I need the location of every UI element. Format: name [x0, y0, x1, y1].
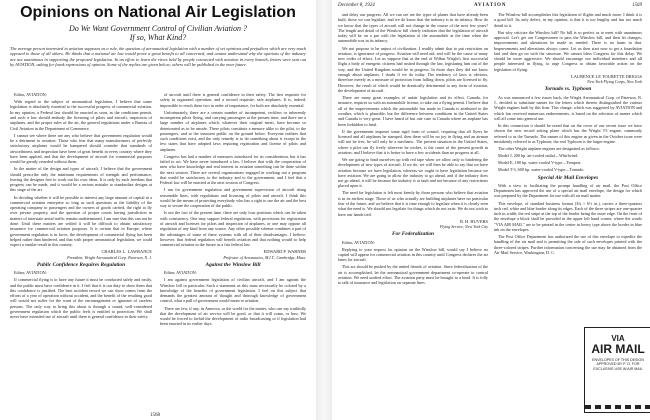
affiliation: Professor of Aeronautics, M.I.T., Cambridge, Mass.	[223, 254, 306, 260]
intro-text: The average person interested in aviation supposes as a rule, the question of aeronautical legislation with a number of set opinions and prejudices which are very much opposed to those of all others. He thinks that a national air law would prove a great benefit to all concerned, and cannot understand why the opinions of the industry are not unanimous in supporting the proposed legislation. In an effort to learn the views held by people connected with aviation in every branch, letters were sent out by AVIATION, asking for frank expressions of opinion. Some of the replies are given below; others will be published in the near future.	[10, 46, 306, 68]
section-heading: Tornado vs. Typhoon	[544, 86, 592, 93]
ad-border-stripe	[585, 405, 650, 409]
right-page-number: 1569	[632, 3, 642, 8]
paragraph: The Post Office Department has authorized the use of this envelope to expedite the handling of the air mail and is permitting the sale of such envelopes printed with the three-colored stripes. Further information concerning the use may be obtained from the Air Mail Service, Washington, D. C.	[494, 234, 642, 256]
paragraph: In this connection it should be noted that on the cover of our recent issue we have shown the new record setting plane which has the Wright T3 engine, commonly referred to as the Tornado. The names of this engine as given in the October issue were mistakenly referred to as Typhoon; the real Typhoon is the larger engine.	[494, 123, 642, 144]
affiliation: Flying Service, New York City	[439, 224, 488, 230]
running-title: AVIATION	[474, 3, 507, 8]
paragraph: I am against government legislation of civilian aircraft, and I am against the Winslow bill in particular. Such a statement as this must necessarily be colored by a knowledge of the benefits of government legislation. I feel on this subject that demands the greatest amount of thought and thorough knowledge of government control, what a pall of government would mean to aviation.	[160, 277, 306, 304]
paragraph: Editor, AVIATION:	[14, 92, 47, 97]
paragraph: Model T-3, 600 hp. water-cooled V-type—Tornado.	[498, 167, 585, 173]
paragraph: We not propose to be unjust of civilization. I readily admit that to put restriction on aviation, is ignorance of progress. Aviation will need aid, and will be the cause of many new codes of ethics. Let us suppose that at the end of Wilbur Wright's first successful flight a body of energetic citizens had rushed through the law, legislating him out of the way, and the United Kingdom would be in progress. In those days they did not know enough about airplanes, I doubt if we do today. The tendency of laws is obvious, therefore merely as a measure of protection from falling down, pilots are licensed to fly. However, the result of which would be drastically detrimental to any form of aviation, the development of aircraft.	[338, 45, 488, 93]
left-column-2	[160, 92, 306, 410]
left-page	[0, 0, 314, 420]
left-column-1	[10, 92, 152, 410]
paragraph: In the matter of the design and types of aircraft, I believe that the government should prescribe only the minimum requirements of strength and performance, leaving the designer free to work out his own ideas. It is only by such freedom that progress can be made, and it would be a serious mistake to standardize designs at this stage of the art.	[10, 166, 152, 193]
paragraph: In deciding whether it will be possible to interest any large amount of capital in a commercial aviation enterprise so long as such questions as the liability of the operating company to passengers and the owners of goods carried, the right to fly over private property, and the question of proper courts having jurisdiction in matters of interstate aerial traffic remain undetermined, I am sure that this can not be done. Until these matters are settled it will be difficult to obtain satisfactory insurance for commercial aviation purposes. It is certain that in Europe, where government regulation is in force, the development of commercial flying has been helped rather than hindered, and that with proper aeronautical legislation, we could expect a similar result in this country.	[10, 194, 152, 248]
paragraph: Unfortunately, there are a certain number of incompetent, reckless or inherently incompetent pilots flying, and carrying passengers at the present time, and there are a large number of airplanes which, whatever their original merit, have become so deteriorated as to be unsafe. These pilots constitute a menace alike to the pilot, to the passengers, and to the innocent public on the ground below. Everyone realizes that such conditions exist, and the only remedy is to do something about it except in the few states that have adopted laws requiring registration and license of pilots and airplanes.	[160, 109, 306, 152]
article-subtitle-line2: If so, What Kind?	[129, 33, 187, 42]
paragraph: Replying to your request for opinion on the Winslow bill, would say I believe no capital will appear for commercial aviation in this country until Congress declares the air lanes for aircraft.	[338, 246, 488, 263]
article-intro	[10, 46, 306, 90]
paragraph: As was announced a few issues back, the Wright Aeronautical Corp. of Paterson, N. J., decided to substitute names for the letters which thereto distinguished the various Wright engines built by this firm. This change, which was suggested by AVIATION and which has received numerous endorsements, is based on the selection of names which will all come into general use.	[494, 94, 642, 121]
signature: LAURENCE LE TOURETTE DRIGGS	[571, 73, 642, 79]
paragraph: Editor, AVIATION:	[14, 270, 47, 276]
paragraph: Congress has had a number of measures introduced for its consideration, but it has failed to act. We have never introduced a law. I believe that with the cooperation of men who have knowledge and real interest in aviation something can be done within the next session. There are several organizations engaged in working out a program that would be satisfactory to the industry and to the government, and I feel that a Federal law will be enacted at the next session of Congress.	[160, 153, 306, 186]
paragraph: The Winslow bill accomplishes this legislation of flights and much more. I think it is a good bill. Its only defect, in my opinion, is that it is too lengthy and has too much detail in it.	[494, 12, 642, 28]
paragraph: This envelope, of standard business format (3¾ × 6½ in.), carries a three-quarters inch red, white and blue border along its edges. Each of the three stripes are one-quarter inch in width; the red stripe at the top of the border being the outer edge. On the front of the envelope a block shall be provided in the upper left hand corner, where the words "VIA AIR MAIL" are to be printed in the center in heavy type above the border in blue ink on the envelopes.	[494, 200, 642, 233]
affiliation: President, Wright Aeronautical Corp. Paterson, N. J.	[67, 254, 152, 260]
paragraph: The other Wright airplane engines are designated as follows:	[498, 146, 600, 152]
air-mail-envelope-ad	[584, 327, 650, 413]
section-heading: Special Air Mail Envelopes	[537, 174, 599, 181]
affiliation: New York Flying Corps, New York	[587, 79, 642, 85]
left-page-number: 1568	[150, 413, 160, 418]
paragraph: With a view to facilitating the prompt handling of air mail, the Post Office Department has approved the use of a special air mail envelope, the design for which was prepared by the Department for use with all air mail matter.	[494, 182, 642, 199]
paragraph: and delay our progress. All we can see are the types of planes that have already been built, those we can legislate, and we do know that the industry is in its infancy. How do we know that the types of aircraft will not change in the course of the next few years? The length and detail of the Winslow bill clearly indicates that the legislation of aircraft today will be on a par with the legislation of the automobile at the time when the automobile was in its infancy.	[338, 12, 488, 44]
ad-air-mail: AIR MAIL	[591, 342, 645, 356]
paragraph: With regard to the subject of aeronautical legislation, I believe that some legislation is absolutely essential to the successful progress of commercial aviation. In my opinion, a Federal law should be enacted as soon, as the conditions permit, and such a law should embody the licensing of pilots and aircraft, inspection of airplanes, and the proper rules of the air, the general regulations under a Bureau of Civil Aviation in the Department of Commerce.	[10, 99, 152, 131]
paragraph: But why criticize the Winslow bill? No bill is so perfect as to meet with unanimous approval. Let's get our Congressmen to pass the Winslow bill, and then let changes, improvements and alterations be made as needed. There is no harm in that. Improvements and alterations always come. Let us then start now to get a foundation laid and then go on with the structure. We cannot bless Congress for this delay. We should be more aggressive. We should encourage our individual members and all people interested in flying, to urge Congress to obtain favorable action on the legislation of flying.	[494, 29, 642, 72]
paragraph: I am for government regulation and government supervision of aircraft along reasonable lines, with regulations and licensing of pilots and aircraft. I think this would be the means of protecting everybody who has a right to use the air and the best way to secure the cooperation of the public.	[160, 187, 306, 209]
paragraph: If commercial flying is to have any future it must be conducted safely and easily, and the public must have confidence in it. I feel that it is our duty to show them that this confidence is justified. The best accident record we can show comes from the efforts of a year of operation without accident, and the benefit of the resulting good will would not suffer for the want of the encouragement or ignorant of careless persons. The only way to bring this about is through a sound, well-considered government regulation which the public feels is entitled to protection. We shall never have extended use of aircraft until there is general confidence in their safety.	[10, 277, 152, 320]
article-subtitle-line1: Do We Want Government Control of Civilian Aviation ?	[68, 24, 248, 33]
signature: EDWARD P. WARNER	[263, 249, 306, 255]
section-heading: Public Confidence Requires Regulation	[36, 261, 126, 268]
section-heading: For Federalization	[391, 231, 435, 238]
paragraph: There are few, if any, in America, or the world for the matter, who can say truthfully that the development of air service will be good, or that it will come, or how. We would be forced to forbid the development of radio broadcasting or if legislation had been enacted in its earlier days.	[160, 305, 306, 327]
ad-text: ENVELOPES OF THIS DESIGN APPROVED BY P. O. FOR EXCLUSIVE USE IN AIR MAIL	[592, 358, 644, 371]
right-page	[334, 0, 646, 420]
signature: B. H. HUVERS	[459, 218, 488, 224]
paragraph: Editor, AVIATION:	[164, 270, 197, 276]
paragraph: Model J, 200 hp. air-cooled radial—Whirlwind.	[498, 153, 579, 159]
paragraph: We are going to bind ourselves up with red tape when we allow only to hindering the development of new types of aircraft. If we do, we will then be able to say that we have aviation because we have legislation, whereas we ought to have legislation because we have aviation. We are going to allow the industry to go ahead, and if the industry does not go ahead, it will be because the industry is at fault and not because of any restrictions placed upon it.	[338, 156, 488, 189]
paragraph: Editor, AVIATION:	[342, 239, 375, 245]
article-title: Opinions on National Air Legislation	[20, 4, 296, 21]
paragraph: Is not the fact of the present time, there are only four positions which can be taken with consistency. One may support federal regulation, with provisions for registration of aircraft and licenses for pilots and inspection of airplanes, or one may oppose all regulation of any kind from any source. Any other possible scheme combines a part of the advantages of some of these systems with all of their disadvantages. I believe, however, that federal regulation will benefit aviation and that nothing would so help commercial aviation in the future as a fair federal law.	[160, 210, 306, 248]
paragraph: I cannot see where there are any who believe that government regulation would be a detriment to aviation. Those who fear that many manufacturers of perfectly satisfactory airplanes would be hampered should consider that standards of airworthiness and inspection have been of great benefit in every country where they have been applied, and that the development of aircraft for commercial purposes would be greatly retarded without them.	[10, 132, 152, 165]
signature: CHARLES L. LAWRANCE	[101, 249, 152, 255]
paragraph: The need for legislation is felt most keenly by those persons who believe that aviation is in its earliest stage. Those of us who actually are building airplanes have no particular fear of the future, and we believe that it is time enough to legislate when it is clearly seen what the need is. We should not legislate for things which do not exist. We do not wish to have our hands tied.	[338, 190, 488, 217]
paragraph: There are many great examples of unfair legislation and its effect. Canada, for instance, requires us with an automobile license, to take out a flying permit. I believe that all of the improvements which the automobile has made in Canada is attributed to the weather, which is plausible, but the difference between conditions in the United States and Canada is very great. I have heard of but one case in Canada where an airplane has been forbidden to land.	[338, 95, 488, 127]
running-date: December 8, 1924	[338, 3, 375, 8]
ad-via: VIA	[611, 334, 625, 343]
binding-gutter	[316, 0, 332, 420]
paragraph: of aircraft until there is general confidence in their safety. The first requisite for safety in organized operation, and a second requisite, safe airplanes. It is, indeed, impossible to reach these two in order of importance, for both are absolutely essential.	[160, 92, 306, 108]
section-heading: Against the Winslow Bill	[205, 261, 261, 268]
paragraph: Model E, 180 hp. water-cooled V-type—Tempest.	[498, 160, 582, 166]
right-column-1	[338, 12, 488, 412]
paragraph: This act should be pushed by the united friends of aviation. Since federalization of the air is accomplished, let the aeronautical government department co-operate to control aviation. We need unified effort. The aviation party must be brought to a head. It is folly to talk of insurance and legislation on separate lines.	[338, 264, 488, 286]
paragraph: If the government imposes some rigid form of control, requiring that all flyers be licensed and all airplanes be stamped, then there will be no joy in flying and an airman will not be free, he will only be a mechanic. The present situation in the United States, where a pilot can fly freely wherever he wishes, is the cause of the present growth in aviation; and I believe that it is better to have a few accidents than no progress at all.	[338, 128, 488, 155]
